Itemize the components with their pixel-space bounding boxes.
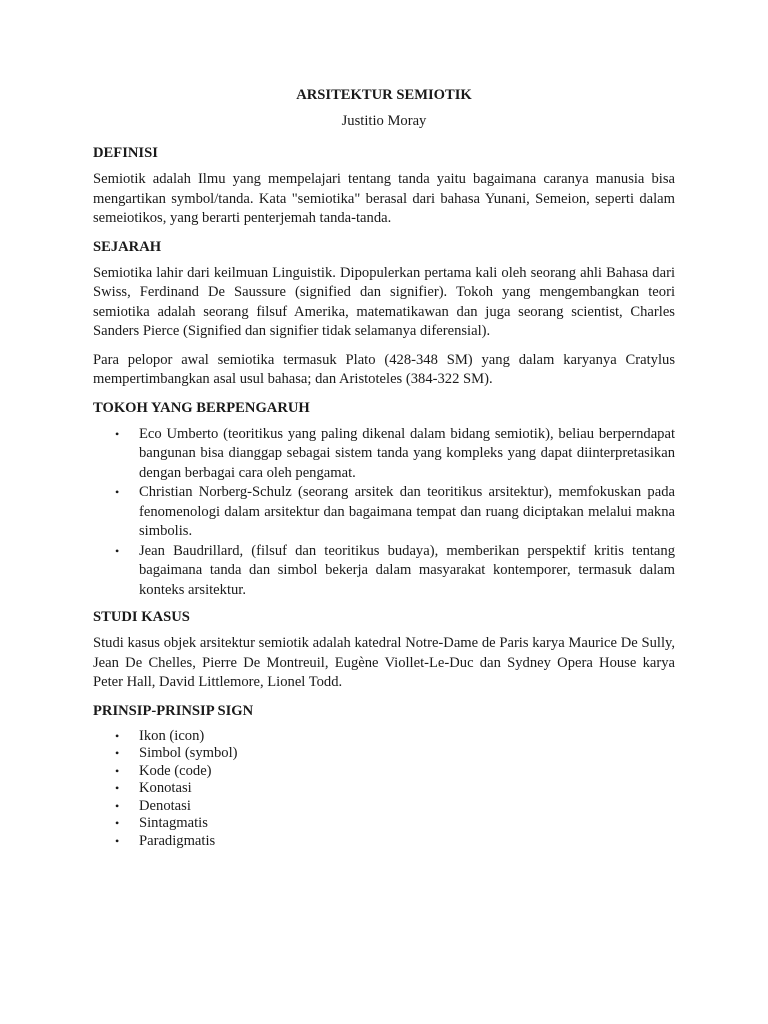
list-item bbox=[93, 833, 675, 851]
bullet-icon: • bbox=[115, 543, 120, 558]
prinsip-list bbox=[93, 728, 675, 851]
list-item-text: Simbol (symbol) bbox=[139, 745, 238, 761]
list-item-text: Kode (code) bbox=[139, 762, 212, 779]
list-item-text: Denotasi bbox=[139, 797, 191, 814]
list-item bbox=[93, 780, 675, 798]
list-item bbox=[93, 542, 675, 601]
bullet-icon: • bbox=[115, 781, 120, 795]
document-page bbox=[93, 86, 675, 858]
bullet-icon: • bbox=[115, 833, 120, 848]
section-heading-definisi: DEFINISI bbox=[93, 145, 158, 161]
bullet-icon: • bbox=[115, 763, 120, 778]
bullet-icon: • bbox=[115, 485, 120, 499]
list-item-text: Sintagmatis bbox=[139, 815, 208, 831]
list-item bbox=[93, 763, 675, 781]
bullet-icon: • bbox=[115, 746, 120, 760]
list-item bbox=[93, 425, 675, 484]
paragraph-sejarah-1: Semiotika lahir dari keilmuan Linguistik. Dipopulerkan pertama kali oleh seorang ahli Bahasa dari Swiss, Ferdinand De Saussure (signified dan signifier). Tokoh yang mengembangkan teori semiotika adalah seorang filsuf Amerika, matematikawan dan juga seorang scientist, Charles Sanders Pierce (Signified dan signifier tidak selamanya diferensial). bbox=[93, 264, 675, 339]
list-item bbox=[93, 815, 675, 833]
section-heading-tokoh: TOKOH YANG BERPENGARUH bbox=[93, 399, 310, 416]
bullet-icon: • bbox=[115, 426, 120, 441]
list-item bbox=[93, 798, 675, 816]
paragraph-sejarah-2: Para pelopor awal semiotika termasuk Plato (428-348 SM) yang dalam karyanya Cratylus mempertimbangkan asal usul bahasa; dan Aristoteles (384-322 SM). bbox=[93, 351, 675, 387]
section-heading-prinsip: PRINSIP-PRINSIP SIGN bbox=[93, 702, 254, 719]
paragraph-definisi: Semiotik adalah Ilmu yang mempelajari tentang tanda yaitu bagaimana caranya manusia bisa mengartikan symbol/tanda. Kata "semiotika" berasal dari bahasa Yunani, Semeion, seperti dalam semeiotikos, yang berarti penterjemah tanda-tanda. bbox=[93, 171, 675, 226]
list-item bbox=[93, 483, 675, 542]
list-item-text: Paradigmatis bbox=[139, 832, 216, 849]
bullet-icon: • bbox=[115, 816, 120, 830]
document-author: Justitio Moray bbox=[341, 113, 427, 129]
list-item bbox=[93, 728, 675, 746]
paragraph-studi-kasus: Studi kasus objek arsitektur semiotik adalah katedral Notre-Dame de Paris karya Maurice De Sully, Jean De Chelles, Pierre De Montreuil, Eugène Viollet-Le-Duc dan Sydney Opera House karya Peter Hall, David Littlemore, Lionel Todd. bbox=[93, 635, 675, 690]
section-heading-sejarah: SEJARAH bbox=[93, 238, 162, 255]
list-item-text: Konotasi bbox=[139, 780, 192, 796]
section-heading-studi-kasus: STUDI KASUS bbox=[93, 609, 190, 625]
list-item bbox=[93, 745, 675, 763]
list-item-text: Eco Umberto (teoritikus yang paling dikenal dalam bidang semiotik), beliau berperndapat bangunan bisa dianggap sebagai sistem tanda yang kompleks yang dapat diinterpretasikan dengan berbagai cara oleh pengamat. bbox=[139, 425, 675, 481]
bullet-icon: • bbox=[115, 728, 120, 743]
bullet-icon: • bbox=[115, 798, 120, 813]
tokoh-list bbox=[93, 425, 675, 601]
list-item-text: Ikon (icon) bbox=[139, 727, 205, 744]
list-item-text: Jean Baudrillard, (filsuf dan teoritikus budaya), memberikan perspektif kritis tentang bagaimana tanda dan simbol bekerja dalam masyarakat kontemporer, termasuk dalam konteks arsitektur. bbox=[139, 542, 675, 598]
list-item-text: Christian Norberg-Schulz (seorang arsitek dan teoritikus arsitektur), memfokuskan pada fenomenologi dalam arsitektur dan bagaimana tempat dan ruang diciptakan melalui makna simbolis. bbox=[139, 484, 675, 539]
document-title: ARSITEKTUR SEMIOTIK bbox=[296, 87, 472, 103]
